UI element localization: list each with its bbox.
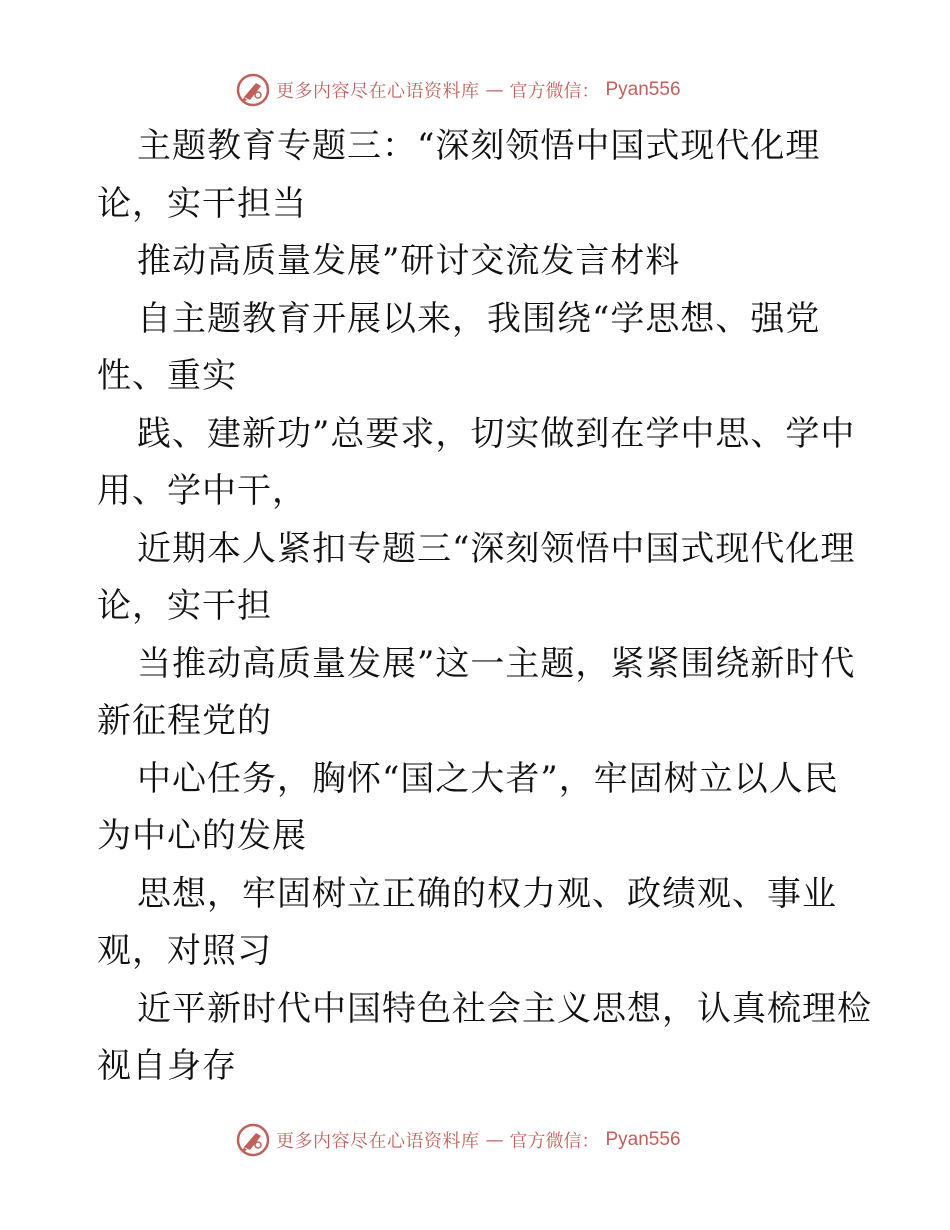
banner-label: 官方微信： <box>509 81 600 102</box>
text-line: 新征程党的 <box>97 701 272 741</box>
banner-separator: — <box>485 79 504 101</box>
text-line: 近平新时代中国特色社会主义思想，认真梳理检 <box>137 988 872 1029</box>
banner-text: 更多内容尽在心语资料库 <box>276 81 480 102</box>
text-line: 践、建新功”总要求，切实做到在学中思、学中 <box>137 413 856 454</box>
banner-label: 官方微信： <box>509 1131 600 1152</box>
text-line: 当推动高质量发展”这一主题，紧紧围绕新时代 <box>137 643 856 684</box>
text-line: 自主题教育开展以来，我围绕“学思想、强党 <box>137 298 821 339</box>
banner-handle: Pyan556 <box>605 1129 681 1150</box>
document-body <box>97 118 872 1096</box>
text-line: 思想，牢固树立正确的权力观、政绩观、事业 <box>137 873 837 914</box>
text-line: 性、重实 <box>97 356 237 396</box>
pen-logo-icon <box>236 1123 270 1157</box>
text-line: 用、学中干， <box>97 471 307 511</box>
banner-handle: Pyan556 <box>605 79 681 100</box>
footer-watermark-banner <box>236 1120 681 1160</box>
text-line: 近期本人紧扣专题三“深刻领悟中国式现代化理 <box>137 528 856 569</box>
text-line: 论，实干担当 <box>97 183 307 224</box>
text-line: 论，实干担 <box>97 586 272 626</box>
text-line: 视自身存 <box>97 1046 237 1086</box>
banner-text: 更多内容尽在心语资料库 <box>276 1131 480 1152</box>
pen-logo-icon <box>236 73 270 107</box>
header-watermark-banner <box>236 70 681 110</box>
text-line: 为中心的发展 <box>97 816 307 856</box>
banner-separator: — <box>485 1129 504 1151</box>
text-line: 观，对照习 <box>97 931 272 971</box>
text-line: 推动高质量发展”研讨交流发言材料 <box>137 241 681 281</box>
text-line: 主题教育专题三：“深刻领悟中国式现代化理 <box>137 126 821 166</box>
text-line: 中心任务，胸怀“国之大者”，牢固树立以人民 <box>137 758 839 799</box>
